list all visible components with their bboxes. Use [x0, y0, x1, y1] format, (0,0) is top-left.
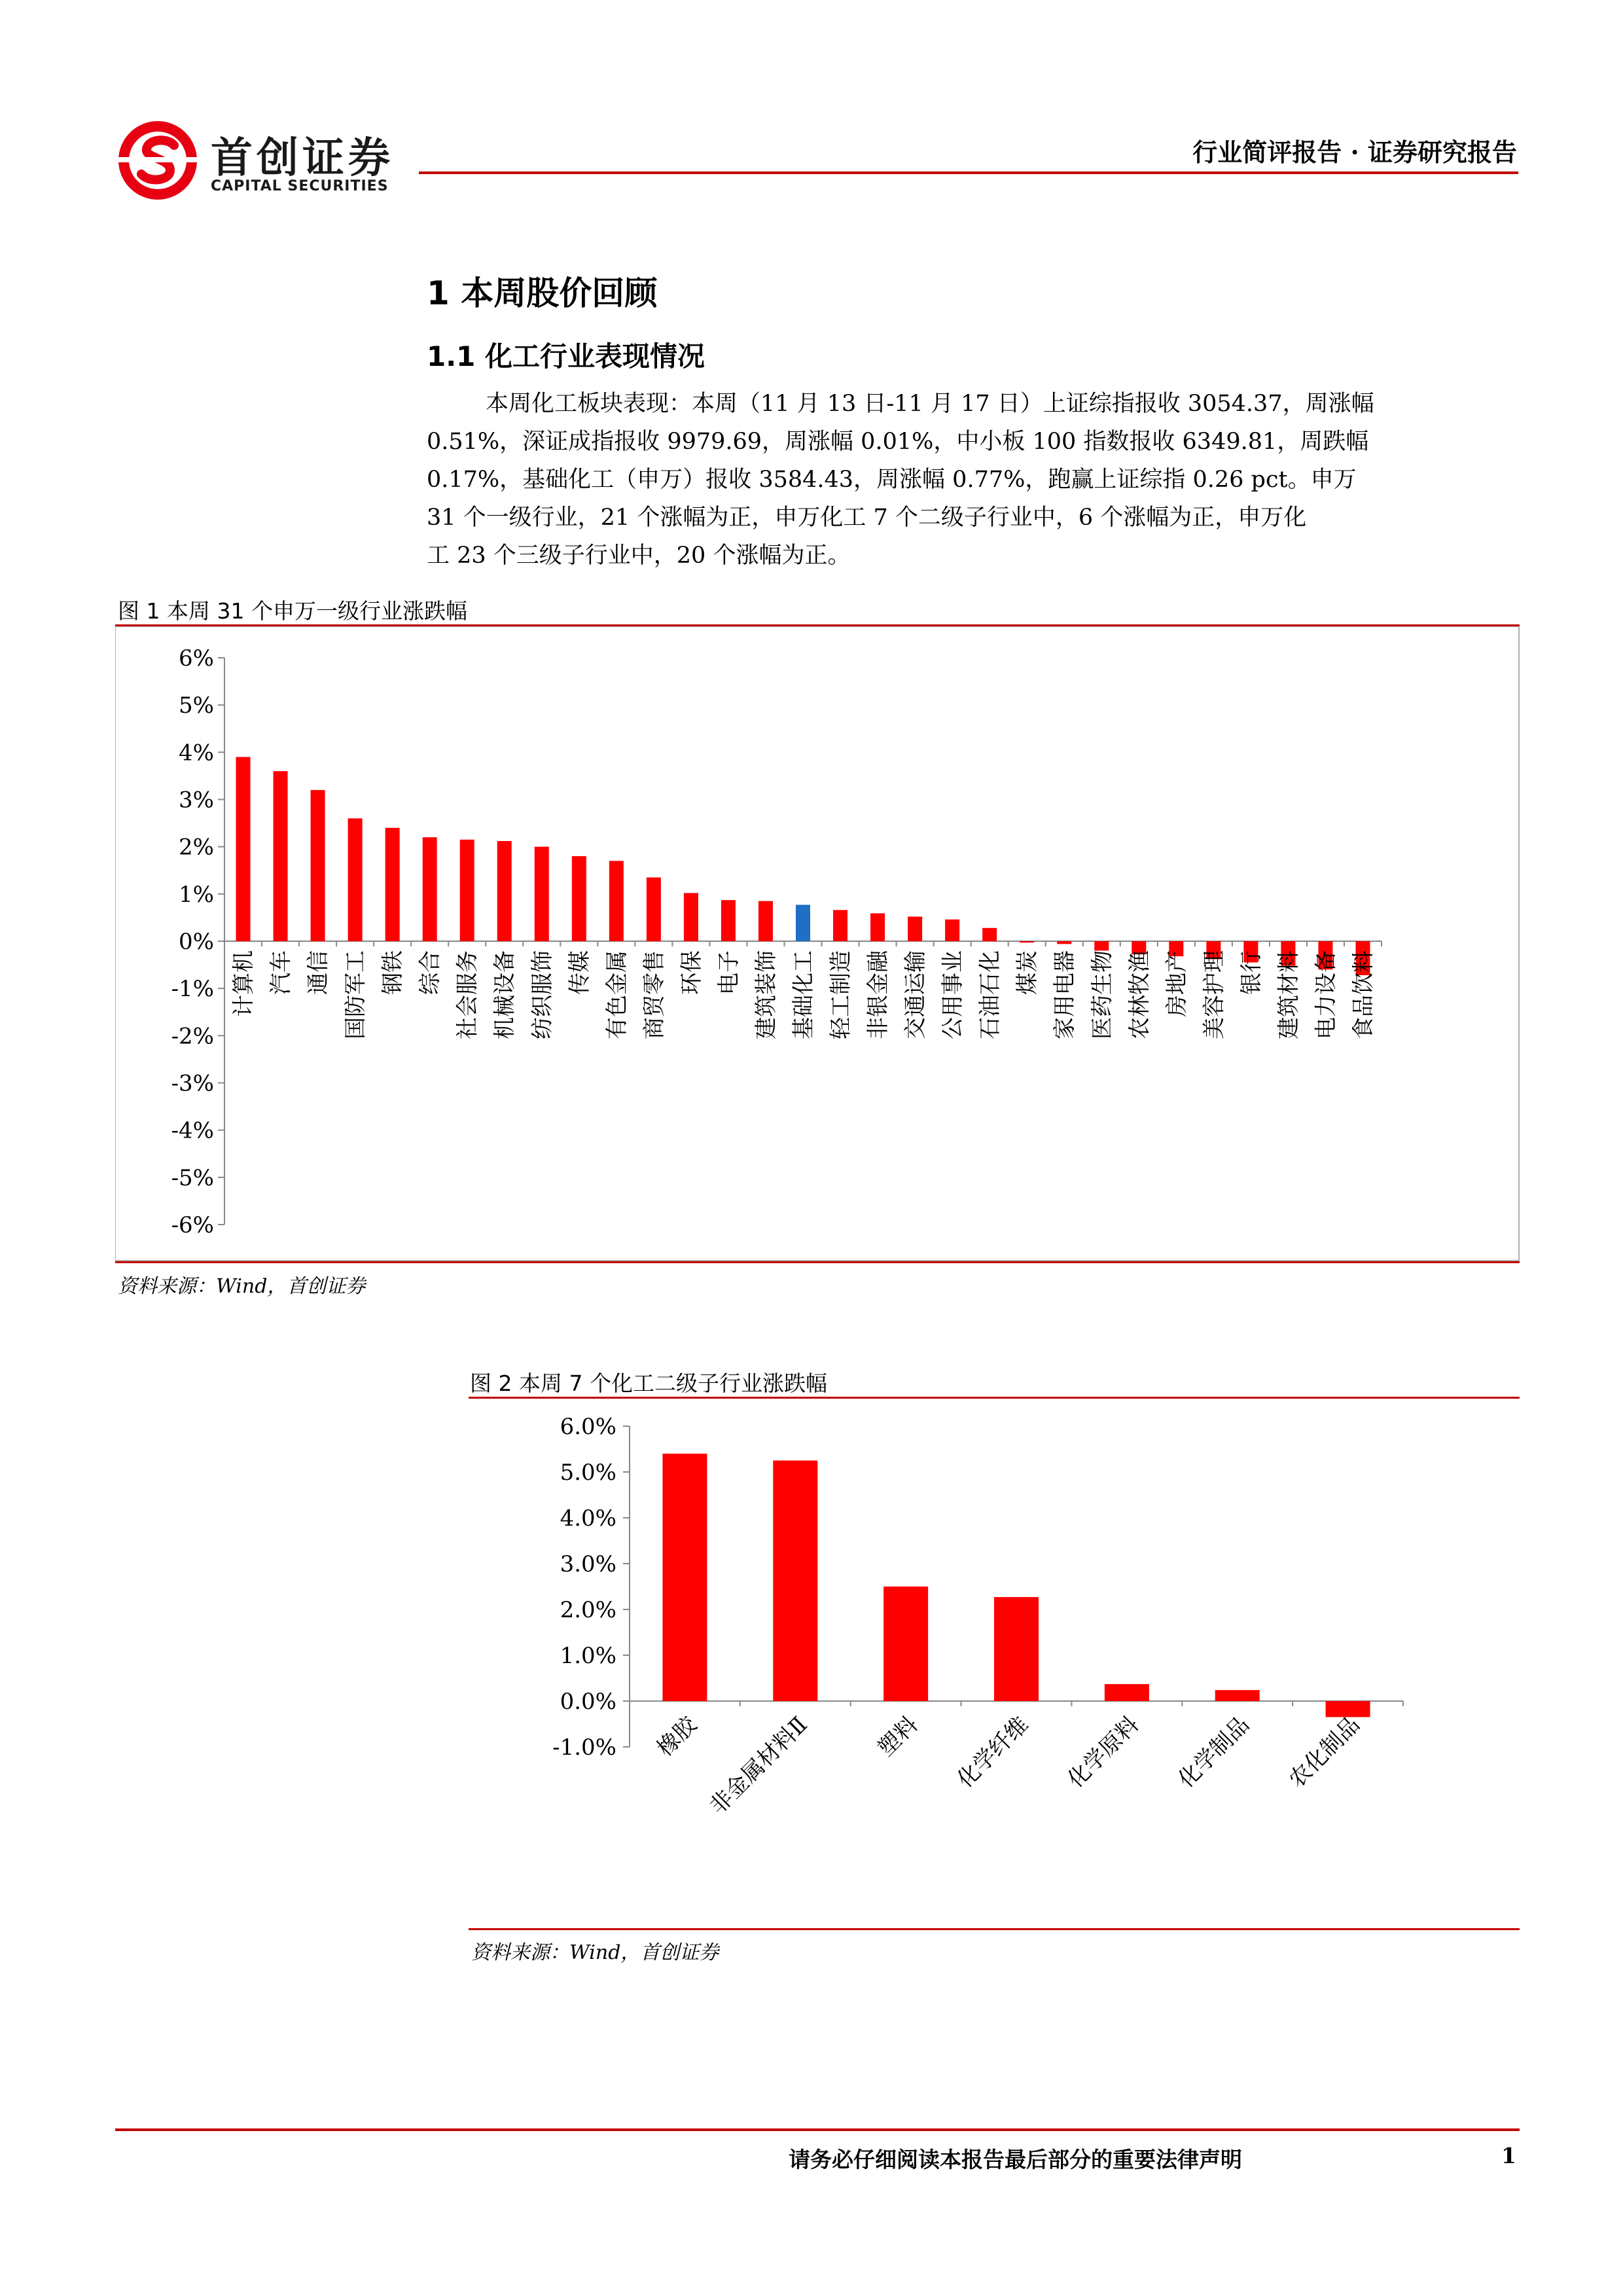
figure-2-bottom-rule [469, 1928, 1520, 1930]
x-tick-label: 石油石化 [977, 950, 1004, 1039]
paragraph-line: 本周化工板块表现：本周（11 月 13 日-11 月 17 日）上证综指报收 3054.37，周涨幅 [486, 391, 1374, 417]
x-tick-label: 银行 [1238, 950, 1265, 995]
y-tick-label: 4.0% [560, 1505, 616, 1532]
bar-交通运输 [908, 916, 922, 941]
bar-电子 [721, 900, 736, 941]
legal-notice: 请务必仔细阅读本报告最后部分的重要法律声明 [789, 2147, 1242, 2172]
x-tick-label: 农林牧渔 [1126, 950, 1153, 1039]
bar-非金属材料Ⅱ [773, 1461, 817, 1702]
y-tick-label: 1% [179, 881, 214, 908]
x-tick-label: 通信 [305, 950, 332, 995]
bar-公用事业 [945, 920, 959, 941]
paragraph-line: 0.51%，深证成指报收 9979.69，周涨幅 0.01%，中小板 100 指数报收 6349.81，周跌幅 [427, 429, 1369, 455]
x-tick-label: 计算机 [230, 950, 257, 1017]
x-tick-label: 公用事业 [940, 950, 967, 1039]
figure-2-source: 资料来源：Wind，首创证券 [471, 1941, 719, 1964]
figure-1-caption: 图 1 本周 31 个申万一级行业涨跌幅 [118, 598, 467, 624]
bar-非银金融 [870, 913, 885, 941]
section-title: 1 本周股价回顾 [427, 274, 658, 312]
x-tick-label: 基础化工 [791, 950, 817, 1039]
paragraph-line: 31 个一级行业，21 个涨幅为正，申万化工 7 个二级子行业中，6 个涨幅为正，申万化 [427, 505, 1307, 531]
x-tick-label: 国防军工 [342, 950, 369, 1039]
x-tick-label: 电力设备 [1313, 950, 1340, 1039]
x-tick-label: 社会服务 [454, 950, 481, 1039]
y-tick-label: -4% [171, 1117, 214, 1144]
bar-机械设备 [497, 841, 512, 941]
subsection-title: 1.1 化工行业表现情况 [427, 340, 705, 372]
x-tick-label: 机械设备 [491, 950, 518, 1039]
bar-环保 [684, 893, 698, 941]
x-tick-label: 汽车 [268, 950, 294, 995]
y-tick-label: 4% [179, 740, 214, 766]
bar-化学原料 [1105, 1684, 1149, 1701]
y-tick-label: 5.0% [560, 1460, 616, 1486]
y-tick-label: 5% [179, 692, 214, 719]
bar-化学纤维 [994, 1597, 1039, 1701]
x-tick-label: 环保 [678, 950, 705, 995]
bar-社会服务 [460, 840, 474, 941]
bar-石油石化 [982, 928, 997, 941]
page-number: 1 [1501, 2143, 1516, 2168]
x-tick-label: 传媒 [566, 950, 593, 995]
y-tick-label: 6.0% [560, 1414, 616, 1440]
x-tick-label: 电子 [715, 950, 742, 995]
bar-医药生物 [1094, 941, 1109, 950]
bar-综合 [423, 837, 437, 941]
x-tick-label: 农化制品 [1283, 1712, 1365, 1793]
bar-商贸零售 [647, 878, 661, 941]
x-tick-label: 轻工制造 [828, 950, 855, 1039]
x-tick-label: 房地产 [1164, 950, 1190, 1017]
report-type-label: 行业简评报告 · 证券研究报告 [1192, 137, 1517, 167]
x-tick-label: 非金属材料Ⅱ [704, 1712, 813, 1820]
logo-text-en: CAPITAL SECURITIES [211, 178, 389, 194]
y-tick-label: 2.0% [560, 1597, 616, 1623]
paragraph-line: 0.17%，基础化工（申万）报收 3584.43，周涨幅 0.77%，跑赢上证综指 0.26 pct。申万 [427, 467, 1357, 493]
figure-2-chart [469, 1399, 1520, 1922]
bar-有色金属 [609, 861, 624, 941]
bar-塑料 [883, 1587, 928, 1701]
x-tick-label: 建筑材料 [1275, 950, 1302, 1039]
bar-传媒 [572, 856, 586, 941]
chart-frame [115, 626, 1519, 1261]
x-tick-label: 化学纤维 [952, 1712, 1034, 1793]
bar-建筑装饰 [758, 901, 773, 941]
y-tick-label: 0% [179, 929, 214, 955]
bar-化学制品 [1215, 1690, 1260, 1701]
x-tick-label: 塑料 [873, 1712, 923, 1762]
x-tick-label: 家用电器 [1052, 950, 1079, 1039]
logo-icon [115, 118, 200, 203]
y-tick-label: 1.0% [560, 1643, 616, 1669]
paragraph-line: 工 23 个三级子行业中，20 个涨幅为正。 [427, 543, 851, 569]
y-tick-label: 0.0% [560, 1689, 616, 1715]
x-tick-label: 非银金融 [865, 950, 892, 1039]
y-tick-label: 3.0% [560, 1551, 616, 1577]
x-tick-label: 纺织服饰 [529, 950, 556, 1039]
x-tick-label: 美容护理 [1201, 950, 1228, 1039]
x-tick-label: 商贸零售 [641, 950, 668, 1039]
x-tick-label: 化学原料 [1062, 1712, 1145, 1793]
x-tick-label: 交通运输 [902, 950, 929, 1039]
y-tick-label: 3% [179, 787, 214, 814]
x-tick-label: 煤炭 [1014, 950, 1041, 995]
y-tick-label: -3% [171, 1070, 214, 1097]
figure-1-chart [115, 626, 1520, 1261]
x-tick-label: 食品饮料 [1350, 950, 1377, 1039]
y-tick-label: -2% [171, 1023, 214, 1050]
y-tick-label: -6% [171, 1212, 214, 1238]
figure-1-bottom-rule [115, 1261, 1520, 1263]
figure-2-caption: 图 2 本周 7 个化工二级子行业涨跌幅 [470, 1371, 827, 1396]
x-tick-label: 有色金属 [603, 950, 630, 1039]
bar-通信 [311, 790, 325, 941]
y-tick-label: 2% [179, 834, 214, 861]
bar-轻工制造 [833, 910, 847, 941]
bar-纺织服饰 [535, 847, 549, 941]
bar-家用电器 [1057, 941, 1071, 944]
x-tick-label: 综合 [417, 950, 444, 995]
bar-国防军工 [348, 818, 363, 941]
y-tick-label: -1.0% [552, 1734, 616, 1761]
logo-text-cn: 首创证券 [211, 134, 394, 183]
bar-汽车 [274, 771, 288, 941]
x-tick-label: 化学制品 [1173, 1712, 1255, 1793]
x-tick-label: 钢铁 [380, 950, 406, 995]
bar-钢铁 [385, 828, 400, 941]
y-tick-label: -5% [171, 1164, 214, 1191]
y-tick-label: -1% [171, 976, 214, 1003]
bar-计算机 [236, 757, 251, 941]
x-tick-label: 医药生物 [1089, 950, 1116, 1039]
header-divider [419, 171, 1518, 174]
footer-divider [115, 2128, 1520, 2131]
y-tick-label: 6% [179, 645, 214, 672]
bar-煤炭 [1020, 941, 1034, 942]
x-tick-label: 建筑装饰 [753, 950, 779, 1039]
figure-1-source: 资料来源：Wind，首创证券 [118, 1275, 366, 1298]
x-tick-label: 橡胶 [652, 1712, 702, 1762]
bar-基础化工 [796, 905, 810, 941]
bar-橡胶 [662, 1454, 707, 1701]
